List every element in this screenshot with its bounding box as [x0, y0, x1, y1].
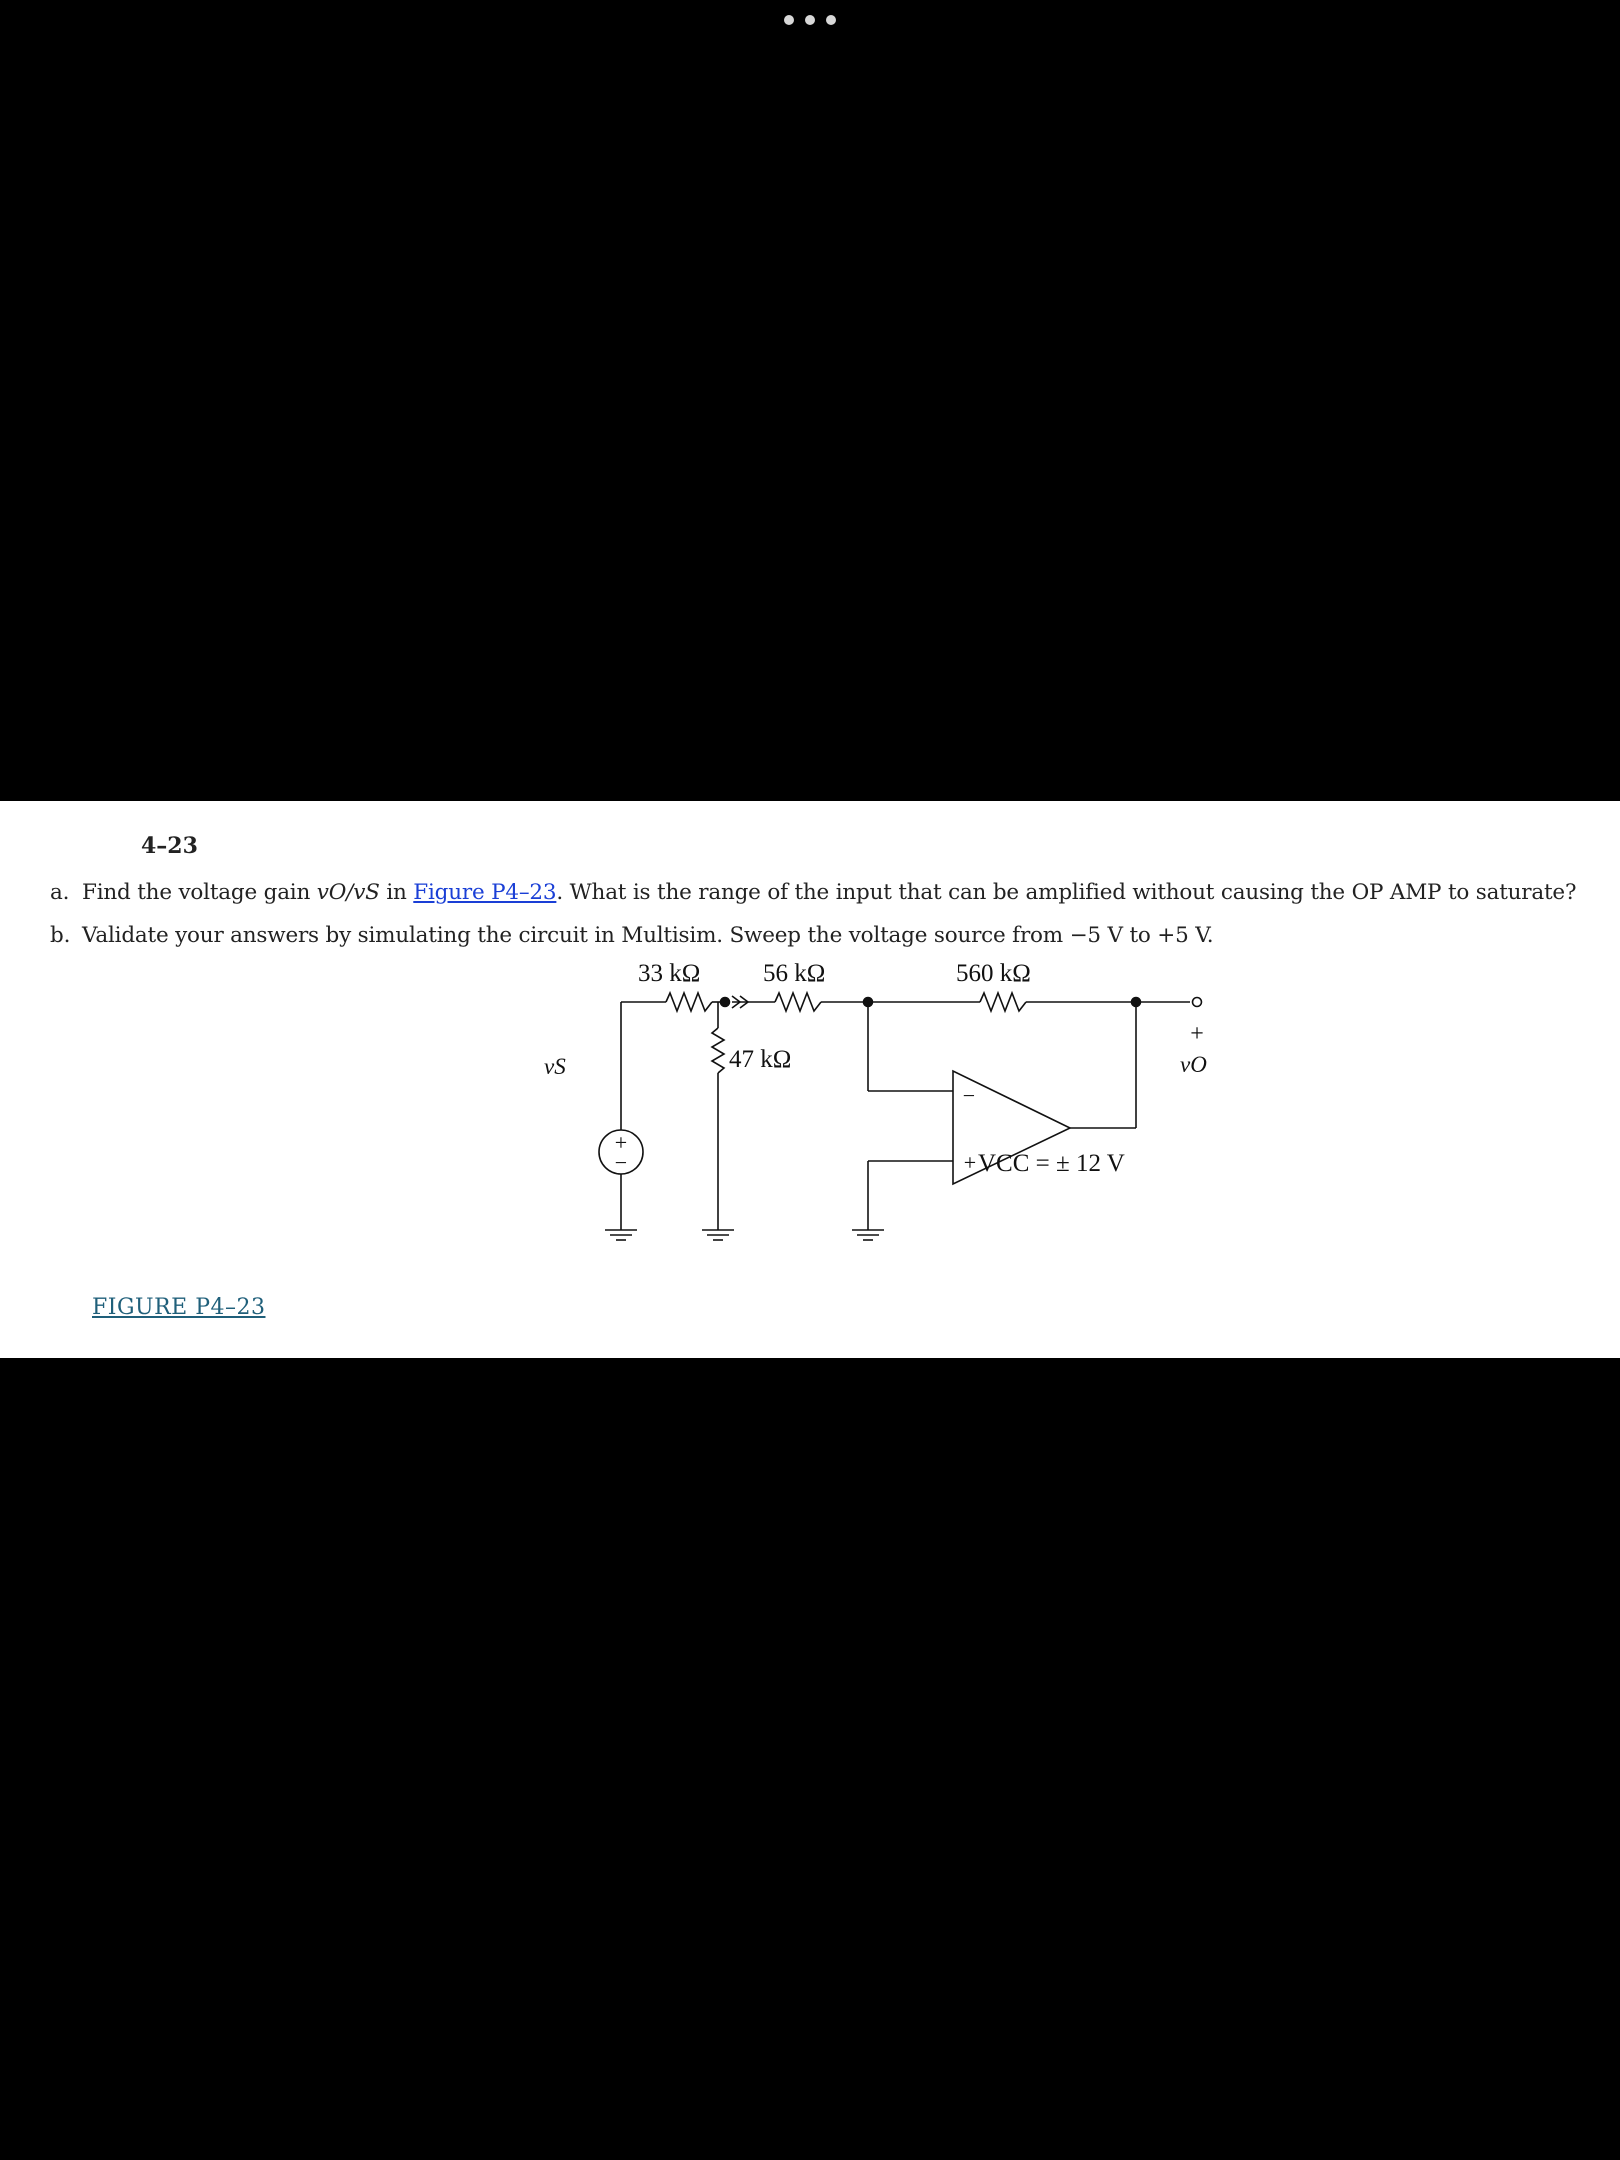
opamp-plus: +: [963, 1150, 977, 1175]
output-terminal[interactable]: [1193, 998, 1202, 1007]
output-plus: +: [1190, 1021, 1204, 1047]
label-source: vS: [544, 1054, 566, 1079]
figure-link[interactable]: Figure P4–23: [413, 880, 557, 905]
ground-symbol-2: [702, 1210, 734, 1240]
source-minus: −: [614, 1150, 628, 1175]
problem-number: 4–23: [141, 833, 198, 859]
top-wires: [621, 1002, 1190, 1130]
opamp-minus: −: [962, 1083, 976, 1108]
label-56k: 56 kΩ: [763, 960, 826, 987]
part-a-text-before: Find the voltage gain: [82, 880, 317, 905]
label-33k: 33 kΩ: [638, 960, 701, 987]
part-a-label: a.: [50, 880, 70, 905]
content-panel: [0, 801, 1620, 1358]
question-part-b: [50, 923, 1213, 948]
resistor-47k: [712, 1028, 724, 1073]
part-b-text: Validate your answers by simulating the circuit in Multisim. Sweep the voltage source from −5 V to +5 V.: [82, 923, 1214, 948]
label-560k: 560 kΩ: [956, 960, 1031, 987]
source-plus: +: [614, 1130, 628, 1155]
question-part-a: [50, 880, 1576, 905]
part-b-label: b.: [50, 923, 71, 948]
resistor-56k: [775, 993, 821, 1011]
more-options-icon[interactable]: [784, 14, 836, 26]
resistor-560k: [980, 993, 1026, 1011]
dot-1: [784, 15, 794, 25]
label-47k: 47 kΩ: [729, 1046, 792, 1073]
dot-3: [826, 15, 836, 25]
junction-node-1: [721, 998, 730, 1007]
figure-caption[interactable]: FIGURE P4–23: [92, 1295, 266, 1320]
label-supply: VCC = ± 12 V: [978, 1150, 1125, 1177]
ground-symbol-1: [605, 1210, 637, 1240]
resistor-33k: [666, 993, 712, 1011]
label-output: vO: [1180, 1052, 1207, 1077]
part-a-text-in: in: [379, 880, 414, 905]
gain-expression: vO/vS: [316, 880, 380, 905]
ground-symbol-3: [852, 1225, 884, 1240]
circuit-diagram: [500, 956, 1260, 1296]
part-a-text-after: . What is the range of the input that can be amplified without causing the OP AMP to saturate?: [556, 880, 1577, 905]
dot-2: [805, 15, 815, 25]
